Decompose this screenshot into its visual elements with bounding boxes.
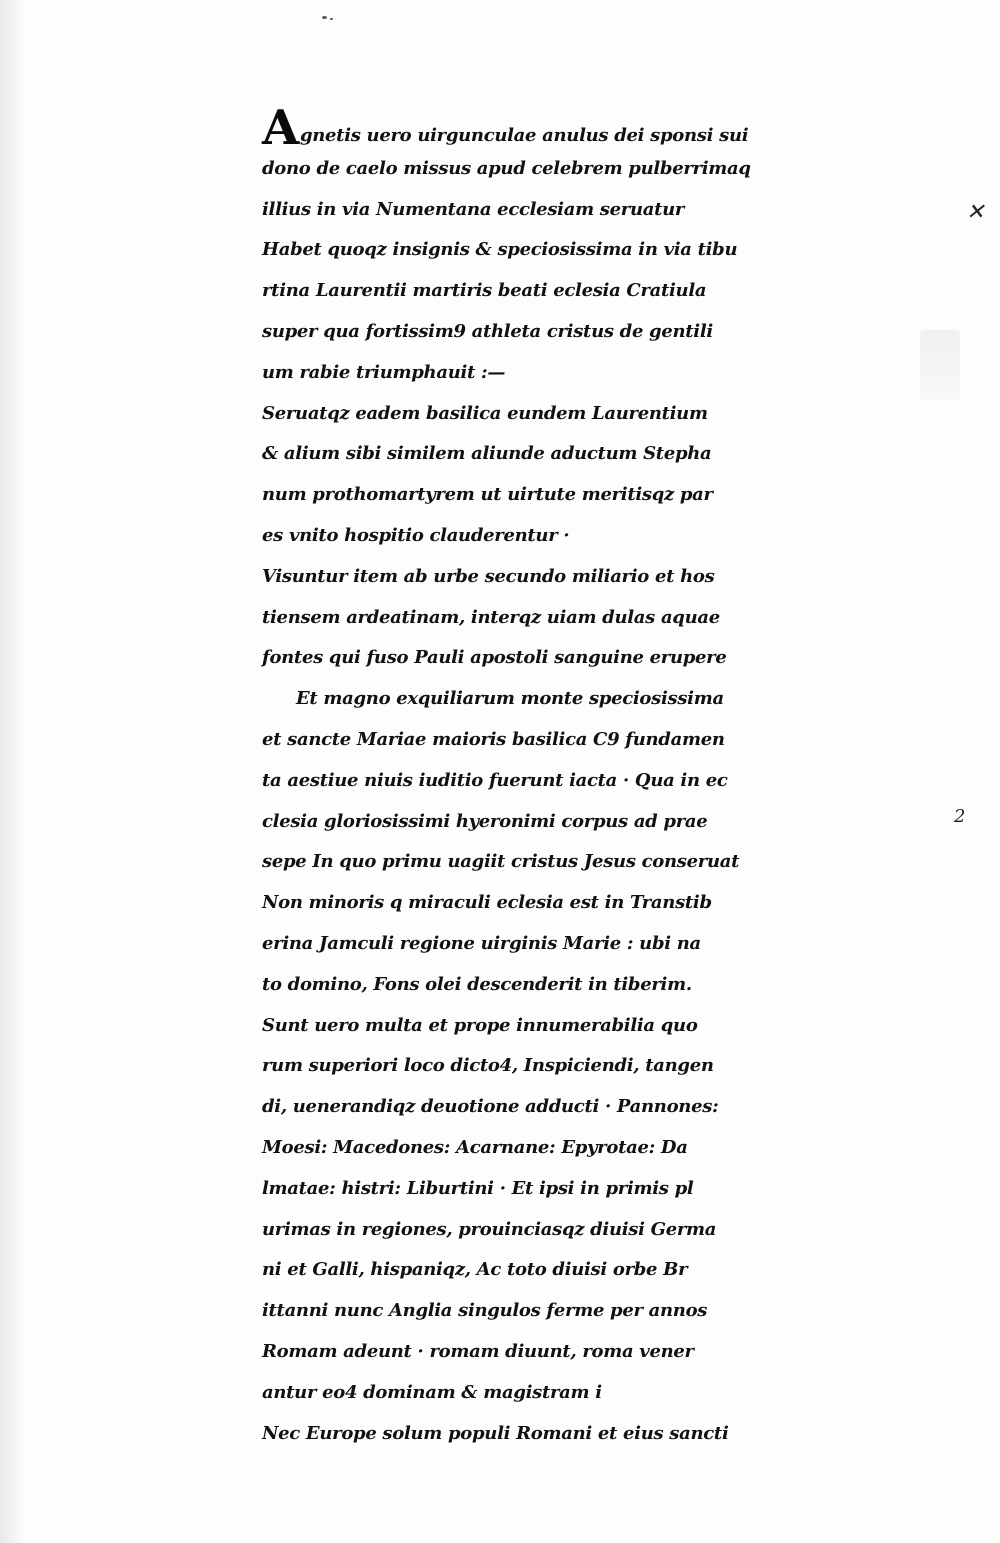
- manuscript-line-text: fontes qui fuso Pauli apostoli sanguine erupere: [262, 647, 727, 669]
- manuscript-line-text: Romam adeunt · romam diuunt, roma vener: [262, 1340, 694, 1362]
- manuscript-line: [262, 638, 992, 679]
- manuscript-line-text: Habet quoqz insignis & speciosissima in via tibu: [262, 239, 738, 261]
- manuscript-line-text: sepe In quo primu uagiit cristus Jesus conseruat: [262, 851, 740, 873]
- manuscript-line: [262, 924, 992, 965]
- manuscript-line-text: erina Jamculi regione uirginis Marie : ubi na: [262, 932, 701, 954]
- manuscript-line: [262, 434, 992, 475]
- manuscript-line-text: tiensem ardeatinam, interqz uiam dulas aquae: [262, 606, 720, 628]
- manuscript-line: [262, 598, 992, 639]
- ink-speck: [330, 18, 333, 20]
- manuscript-line-text: illius in via Numentana ecclesiam seruatur: [262, 198, 685, 220]
- manuscript-line-text: Seruatqz eadem basilica eundem Laurentium: [262, 402, 708, 424]
- manuscript-line-text: urimas in regiones, prouinciasqz diuisi Germa: [262, 1218, 717, 1240]
- manuscript-line-text: antur eo4 dominam & magistram i: [262, 1381, 602, 1403]
- manuscript-line-text: to domino, Fons olei descenderit in tiberim.: [262, 973, 692, 995]
- manuscript-line-text: & alium sibi similem aliunde aductum Stepha: [262, 443, 712, 465]
- manuscript-line: [262, 883, 992, 924]
- ink-speck: [322, 16, 327, 19]
- manuscript-line-text: gnetis uero uirgunculae anulus dei sponsi sui: [299, 125, 749, 146]
- binding-shadow: [0, 0, 26, 1543]
- manuscript-line: [262, 353, 992, 394]
- margin-superscript-mark: 2: [954, 806, 966, 827]
- manuscript-line: [262, 516, 992, 557]
- manuscript-line: [262, 100, 992, 156]
- manuscript-line: [262, 679, 992, 720]
- manuscript-line-text: di, uenerandiqz deuotione adducti · Pannones:: [262, 1096, 719, 1118]
- manuscript-line: [262, 1210, 992, 1251]
- manuscript-line: [262, 761, 992, 802]
- manuscript-line-text: es vnito hospitio clauderentur ·: [262, 524, 570, 546]
- manuscript-line: [262, 1087, 992, 1128]
- manuscript-line-text: dono de caelo missus apud celebrem pulberrimaq: [262, 157, 751, 179]
- margin-cross-mark: ✕: [966, 200, 985, 225]
- manuscript-line: [262, 1128, 992, 1169]
- manuscript-text-block: [262, 100, 992, 1454]
- manuscript-line-text: Moesi: Macedones: Acarnane: Epyrotae: Da: [262, 1136, 688, 1158]
- manuscript-line: [262, 271, 992, 312]
- manuscript-line-text: lmatae: histri: Liburtini · Et ipsi in primis pl: [262, 1177, 694, 1199]
- manuscript-line-text: um rabie triumphauit :—: [262, 361, 506, 383]
- manuscript-line-text: ta aestiue niuis iuditio fuerunt iacta · Qua in ec: [262, 769, 728, 791]
- manuscript-line-text: ittanni nunc Anglia singulos ferme per annos: [262, 1300, 708, 1322]
- manuscript-line-text: clesia gloriosissimi hyeronimi corpus ad prae: [262, 810, 708, 832]
- manuscript-line: [262, 1291, 992, 1332]
- manuscript-line: [262, 230, 992, 271]
- manuscript-line-text: Et magno exquiliarum monte speciosissima: [296, 688, 724, 710]
- manuscript-line-text: num prothomartyrem ut uirtute meritisqz par: [262, 484, 713, 506]
- manuscript-line: [262, 190, 992, 231]
- manuscript-line-text: Sunt uero multa et prope innumerabilia quo: [262, 1014, 698, 1036]
- manuscript-line: [262, 312, 992, 353]
- manuscript-line: [262, 1414, 992, 1455]
- manuscript-line-text: rtina Laurentii martiris beati eclesia Cratiula: [262, 280, 707, 302]
- manuscript-line-text: Nec Europe solum populi Romani et eius sancti: [262, 1422, 729, 1444]
- manuscript-line: [262, 802, 992, 843]
- manuscript-line: [262, 475, 992, 516]
- manuscript-line: [262, 557, 992, 598]
- decorated-initial: A: [262, 100, 299, 156]
- manuscript-line-text: rum superiori loco dicto4, Inspiciendi, tangen: [262, 1055, 714, 1077]
- manuscript-line: [262, 149, 992, 190]
- manuscript-line-text: super qua fortissim9 athleta cristus de gentili: [262, 320, 713, 342]
- manuscript-line: [262, 1046, 992, 1087]
- manuscript-line: [262, 1332, 992, 1373]
- manuscript-line: [262, 720, 992, 761]
- manuscript-line-text: et sancte Mariae maioris basilica C9 fundamen: [262, 728, 725, 750]
- manuscript-line: [262, 394, 992, 435]
- manuscript-line: [262, 842, 992, 883]
- manuscript-line-text: ni et Galli, hispaniqz, Ac toto diuisi orbe Br: [262, 1259, 688, 1281]
- manuscript-line-text: Non minoris q miraculi eclesia est in Transtib: [262, 892, 712, 914]
- manuscript-line: [262, 1373, 992, 1414]
- manuscript-line-text: Visuntur item ab urbe secundo miliario et hos: [262, 565, 715, 587]
- manuscript-line: [262, 1006, 992, 1047]
- manuscript-line: [262, 965, 992, 1006]
- manuscript-line: [262, 1169, 992, 1210]
- manuscript-line: [262, 1250, 992, 1291]
